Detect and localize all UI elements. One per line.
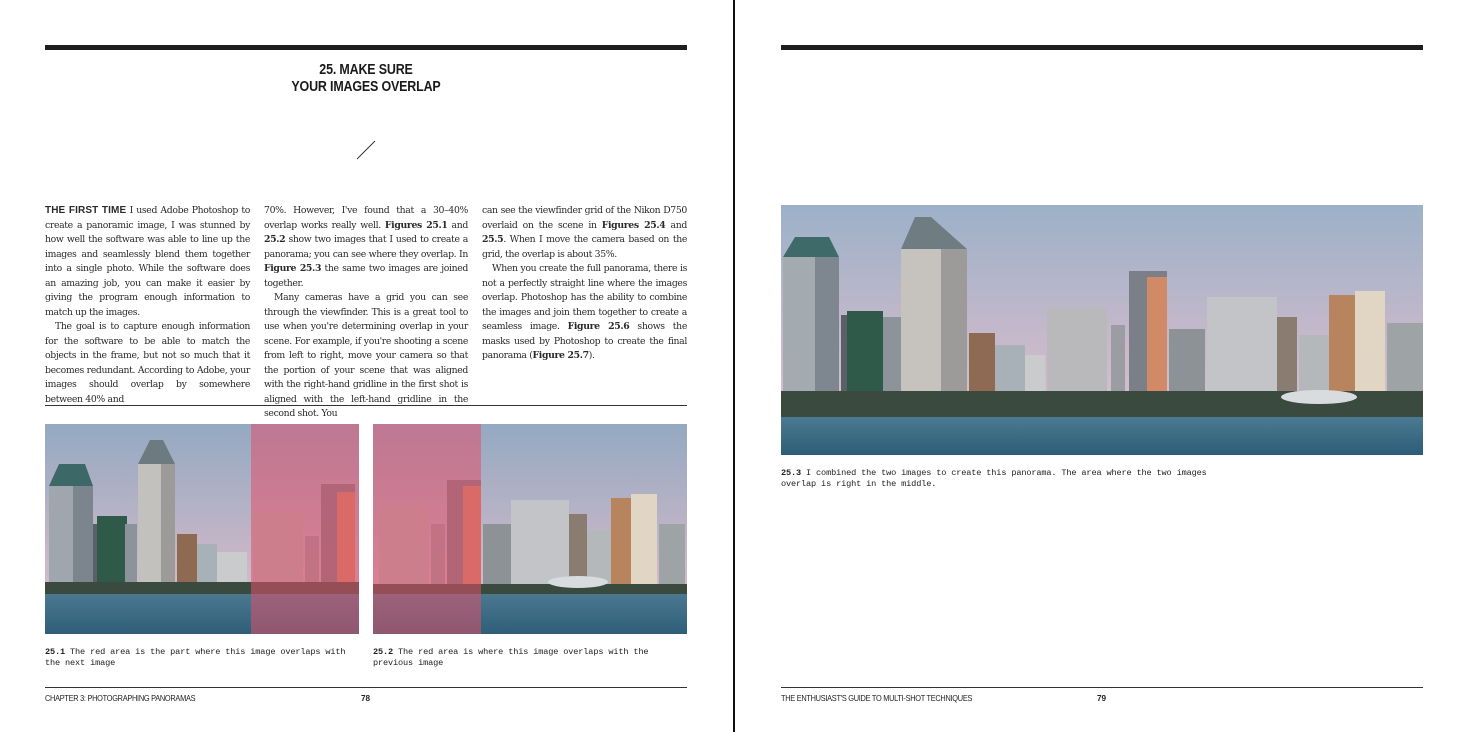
col2-para2: Many cameras have a grid you can see through the viewfinder. This is a great tool to use when you're determining overlap in your scene. For example, if you're shooting a scene from left to right, move your camera so that the portion of your scene that was aligned with the right-hand gridline in the first shot is aligned with the left-hand gridline in the second shot. You (264, 292, 468, 419)
figure-ref: Figure 25.7 (532, 350, 589, 361)
lead-in: THE FIRST TIME (45, 205, 127, 216)
left-footer-rule (45, 687, 687, 688)
figure-25-3-caption (781, 468, 1221, 489)
figure-25-2-photo (373, 424, 687, 634)
figure-ref: 25.5 (482, 234, 504, 245)
right-page-number: 79 (1097, 694, 1107, 703)
right-top-rule (781, 45, 1423, 50)
col3-para2: When you create the full panorama, there is not a perfectly straight line where the images overlap. Photoshop has the ability to combine the images and join them together to create a seamless image. Figure 25.6 shows the masks used by Photoshop to create the final panorama (Figure 25.7). (482, 263, 687, 361)
caption-text: I combined the two images to create this panorama. The area where the two images overlap is right in the middle. (781, 468, 1207, 489)
figure-25-2-caption (373, 647, 683, 668)
col1-para1: I used Adobe Photoshop to create a panoramic image, I was stunned by how well the software was able to line up the images and seamlessly blend them together into a single photo. While the software does an amazing job, you can make it easier by giving the program enough information to match up the images. (45, 205, 251, 318)
right-footer-rule (781, 687, 1423, 688)
figure-ref: Figure 25.3 (264, 263, 322, 274)
figure-ref: Figure 25.6 (567, 321, 630, 332)
figure-ref: Figures 25.4 (601, 219, 666, 231)
col3-para1: can see the viewfinder grid of the Nikon D750 overlaid on the scene in Figures 25.4 and 25.5. When I move the camera based on the grid, the overlap is about 35%. (482, 205, 687, 260)
figure-ref: Figures 25.1 (384, 219, 448, 231)
slash-ornament-icon (356, 139, 378, 161)
text-divider-rule (45, 405, 687, 406)
left-top-rule (45, 45, 687, 50)
left-page-number: 78 (361, 694, 371, 703)
figure-25-1-photo (45, 424, 359, 634)
right-running-footer: THE ENTHUSIAST'S GUIDE TO MULTI-SHOT TECHNIQUES (781, 694, 973, 703)
section-title-line1: 25. MAKE SURE (319, 62, 413, 78)
caption-number: 25.1 (45, 647, 66, 657)
section-title (90, 62, 642, 96)
col2-para1: 70%. However, I've found that a 30–40% overlap works really well. Figures 25.1 and 25.2 show two images that I used to create a panorama; you can see where they overlap. In Figure 25.3 the same two images are joined together. (264, 205, 468, 289)
figure-ref: 25.2 (264, 234, 286, 245)
col1-para2: The goal is to capture enough information for the software to be able to match the objects in the frame, but not so much that it becomes redundant. According to Adobe, your images should overlap by somewhere between 40% and (45, 321, 250, 405)
section-title-line2: YOUR IMAGES OVERLAP (291, 79, 441, 95)
left-running-footer: CHAPTER 3: PHOTOGRAPHING PANORAMAS (45, 694, 196, 703)
page-gutter (733, 0, 735, 732)
body-column-2 (264, 204, 468, 422)
caption-number: 25.2 (373, 647, 394, 657)
figure-25-1-caption (45, 647, 355, 668)
body-column-3 (482, 204, 687, 364)
caption-text: The red area is where this image overlaps with the previous image (373, 647, 649, 668)
body-column-1 (45, 204, 250, 407)
caption-number: 25.3 (781, 468, 802, 478)
figure-25-3-panorama (781, 205, 1423, 455)
caption-text: The red area is the part where this image overlaps with the next image (45, 647, 346, 668)
